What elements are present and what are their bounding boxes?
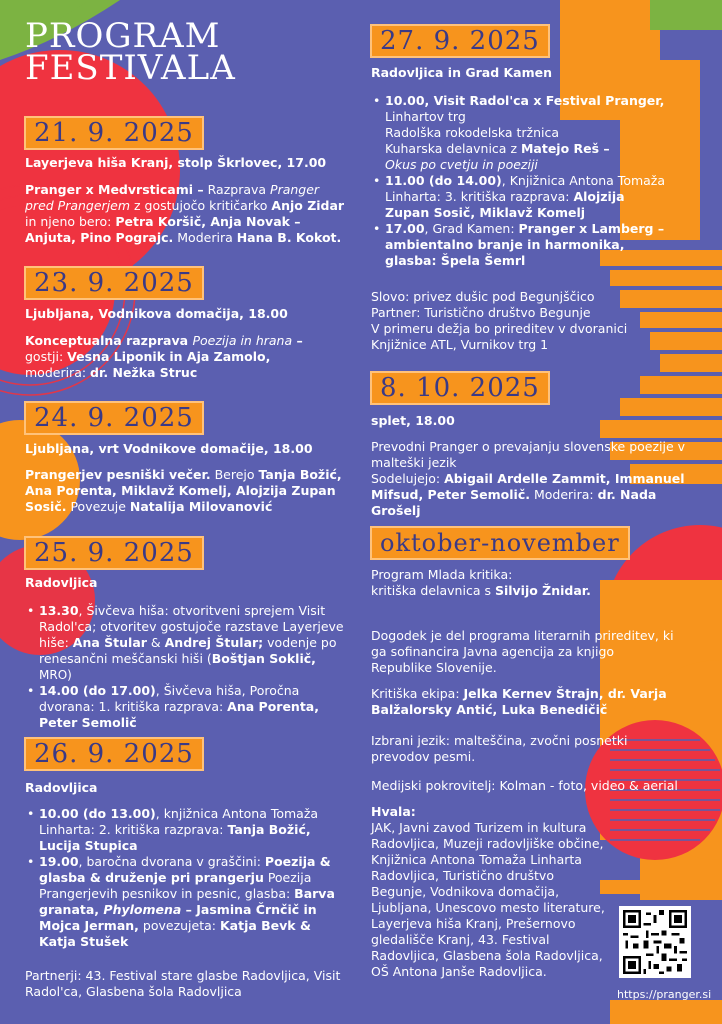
- txt: Jelka Kernev Štrajn, dr. Varja Balžalorsky Antić, Luka Benedičič: [371, 686, 667, 717]
- event-list-25-9: [25, 603, 350, 731]
- txt: Natalija Milovanović: [129, 499, 273, 514]
- txt: 14.00 (do 17.00): [39, 683, 156, 698]
- txt: Katja Bevk & Katja Stušek: [39, 918, 311, 949]
- txt: Petra Koršič, Anja Novak – Anjuta, Pino Pograjc.: [25, 214, 301, 245]
- txt: –: [292, 333, 303, 348]
- txt: z gostujočo kritičarko: [130, 198, 272, 213]
- date-badge-oktober-november: oktober-november: [370, 526, 630, 560]
- txt: JAK, Javni zavod Turizem in kultura Radovljica, Muzeji radovljiške občine, Knjižnica Antona Tomaža Linharta Radovljica, Turistično društvo Begunje, Vodnikova domačija, Ljubljana, Unescovo mesto literature, Layerjeva hiša Kranj, Prešernovo gledališče Kranj, 43. Festival Radovljica, Glasbena šola Radovljica, OŠ Antona Janše Radovljica.: [371, 820, 605, 979]
- list-item: [371, 221, 671, 269]
- txt: , Grad Kamen:: [424, 221, 519, 236]
- date-badge-8-10: 8. 10. 2025: [370, 371, 550, 405]
- date-badge-24-9: 24. 9. 2025: [24, 401, 204, 435]
- txt: , Šivčeva hiša, Poročna dvorana: 1. kritiška razprava:: [39, 683, 300, 714]
- txt: Anjo Zidar: [271, 198, 345, 213]
- list-item: [371, 173, 671, 221]
- txt: Boštjan Soklič,: [211, 651, 316, 666]
- txt: dr. Nada Grošelj: [371, 487, 657, 518]
- txt: , Knjižnica Antona Tomaža Linharta: 3. kritiška razprava:: [385, 173, 666, 204]
- date-badge-25-9: 25. 9. 2025: [24, 536, 204, 570]
- txt: Program Mlada kritika:: [371, 567, 513, 582]
- txt: Moderira:: [529, 487, 598, 502]
- txt: Poezija in hrana: [192, 333, 293, 348]
- date-badge-23-9: 23. 9. 2025: [24, 266, 204, 300]
- txt: V primeru dežja bo prireditev v dvoranici Knjižnice ATL, Vurnikov trg 1: [371, 321, 628, 352]
- event-desc-8-10: [371, 439, 691, 519]
- event-place-23-9: Ljubljana, Vodnikova domačija, 18.00: [25, 306, 288, 321]
- txt: Prevodni Pranger o prevajanju slovenske poezije v malteški jezik: [371, 439, 686, 470]
- txt: 11.00 (do 14.00): [385, 173, 502, 188]
- txt: Tanja Božić, Ana Porenta, Miklavž Komelj, Alojzija Zupan Sosič.: [25, 467, 342, 514]
- critics-team: [371, 686, 676, 718]
- txt: Andrej Štular;: [164, 635, 264, 650]
- date-badge-26-9: 26. 9. 2025: [24, 737, 204, 771]
- list-item: [25, 854, 350, 950]
- txt: Kuharska delavnica z: [385, 141, 521, 156]
- chosen-language: Izbrani jezik: malteščina, zvočni posnetki prevodov pesmi.: [371, 733, 628, 764]
- txt: Barva granata,: [39, 886, 335, 917]
- txt: moderira:: [25, 365, 91, 380]
- event-desc-23-9: [25, 333, 345, 381]
- txt: Hvala:: [371, 804, 416, 819]
- txt: Berejo: [210, 467, 259, 482]
- title-line-1: PROGRAM: [25, 16, 221, 56]
- event-desc-21-9: [25, 182, 345, 246]
- txt: Prangerjev pesniški večer.: [25, 467, 211, 482]
- event-place-26-9: Radovljica: [25, 780, 98, 795]
- txt: &: [146, 635, 165, 650]
- txt: Poezija & glasba & druženje pri prangerju: [39, 854, 331, 885]
- date-badge-27-9: 27. 9. 2025: [370, 24, 550, 58]
- txt: Moderira: [173, 230, 237, 245]
- txt: Abigail Ardelle Zammit, Immanuel Mifsud, Peter Semolič.: [371, 471, 685, 502]
- txt: dr. Nežka Struc: [90, 365, 198, 380]
- event-place-25-9: Radovljica: [25, 575, 98, 590]
- txt: Pranger pred Prangerjem: [25, 182, 320, 213]
- partners-26-9: Partnerji: 43. Festival stare glasbe Radovljica, Visit Radol'ca, Glasbena šola Radovljica: [25, 968, 341, 999]
- event-place-27-9: Radovljica in Grad Kamen: [371, 65, 553, 80]
- txt: Poezija Prangerjevih pesnikov in pesnic, glasba:: [39, 870, 312, 901]
- txt: Silvijo Žnidar.: [494, 583, 591, 598]
- txt: povezujeta:: [138, 918, 220, 933]
- txt: , baročna dvorana v graščini:: [78, 854, 265, 869]
- txt: MRO): [39, 668, 72, 682]
- txt: , Visit Radol'ca x Festival Pranger,: [424, 93, 665, 108]
- event-desc-mlada-kritika: [371, 567, 691, 599]
- txt: Partner: Turistično društvo Begunje: [371, 305, 591, 320]
- txt: gostji:: [25, 349, 68, 364]
- event-desc-24-9: [25, 467, 345, 515]
- event-place-24-9: Ljubljana, vrt Vodnikove domačije, 18.00: [25, 441, 313, 456]
- txt: Okus po cvetju in poeziji: [385, 157, 538, 172]
- txt: 10.00 (do 13.00): [39, 806, 156, 821]
- title-line-2: FESTIVALA: [25, 48, 236, 88]
- qr-code-icon: [623, 910, 687, 974]
- txt: Ana Štular: [72, 635, 147, 650]
- txt: Alojzija Zupan Sosič, Miklavž Komelj: [385, 189, 625, 220]
- txt: Matejo Reš –: [520, 141, 610, 156]
- txt: Sodelujejo:: [371, 471, 445, 486]
- txt: , knjižnica Antona Tomaža Linharta: 2. kritiška razprava:: [39, 806, 319, 837]
- txt: Pranger x Medvrsticami –: [25, 182, 204, 197]
- txt: Tanja Božić, Lucija Stupica: [39, 822, 311, 853]
- txt: Vesna Liponik in Aja Zamolo,: [67, 349, 271, 364]
- txt: Ana Porenta, Peter Semolič: [39, 699, 319, 730]
- txt: in njeno bero:: [25, 214, 116, 229]
- event-place-21-9: Layerjeva hiša Kranj, stolp Škrlovec, 17.00: [25, 155, 327, 170]
- event-list-27-9: [371, 93, 671, 269]
- txt: Phylomena: [103, 902, 182, 917]
- txt: Povezuje: [66, 499, 130, 514]
- txt: Radolška rokodelska tržnica: [385, 125, 560, 140]
- txt: Hana B. Kokot.: [236, 230, 342, 245]
- page-title: [25, 16, 355, 88]
- txt: Kritiška ekipa:: [371, 686, 464, 701]
- txt: Pranger x Lamberg – ambientalno branje in harmonika, glasba: Špela Šemrl: [385, 221, 665, 268]
- funding-note: Dogodek je del programa literarnih prireditev, ki ga sofinancira Javna agencija za knjigo Republike Slovenije.: [371, 628, 674, 675]
- qr-code[interactable]: [619, 906, 691, 978]
- list-item: [371, 93, 671, 173]
- list-item: [25, 806, 350, 854]
- txt: vodenje po renesančni meščanski hiši (: [39, 635, 337, 666]
- txt: 10.00: [385, 93, 425, 108]
- event-place-8-10: splet, 18.00: [371, 413, 455, 428]
- txt: Konceptualna razprava: [25, 333, 193, 348]
- txt: Razprava: [203, 182, 271, 197]
- media-sponsor: Medijski pokrovitelj: Kolman - foto, video & aerial: [371, 778, 678, 793]
- list-item: [25, 683, 350, 731]
- list-item: [25, 603, 350, 683]
- txt: 17.00: [385, 221, 425, 236]
- website-url[interactable]: https://pranger.si: [617, 988, 712, 1001]
- txt: Slovo: privez dušic pod Begunjščico: [371, 289, 595, 304]
- thanks: [371, 804, 611, 980]
- txt: , Šivčeva hiša: otvoritveni sprejem Visit Radol'ca; otvoritev gostujoče razstave Layerjeve hiše:: [39, 603, 344, 650]
- txt: Linhartov trg: [385, 109, 466, 124]
- txt: 19.00: [39, 854, 79, 869]
- txt: – Jasmina Črnčič in Mojca Jerman,: [39, 902, 317, 933]
- date-badge-21-9: 21. 9. 2025: [24, 116, 204, 150]
- txt: kritiška delavnica s: [371, 583, 495, 598]
- event-list-26-9: [25, 806, 350, 950]
- txt: 13.30: [39, 603, 79, 618]
- notes-27-9: [371, 289, 671, 353]
